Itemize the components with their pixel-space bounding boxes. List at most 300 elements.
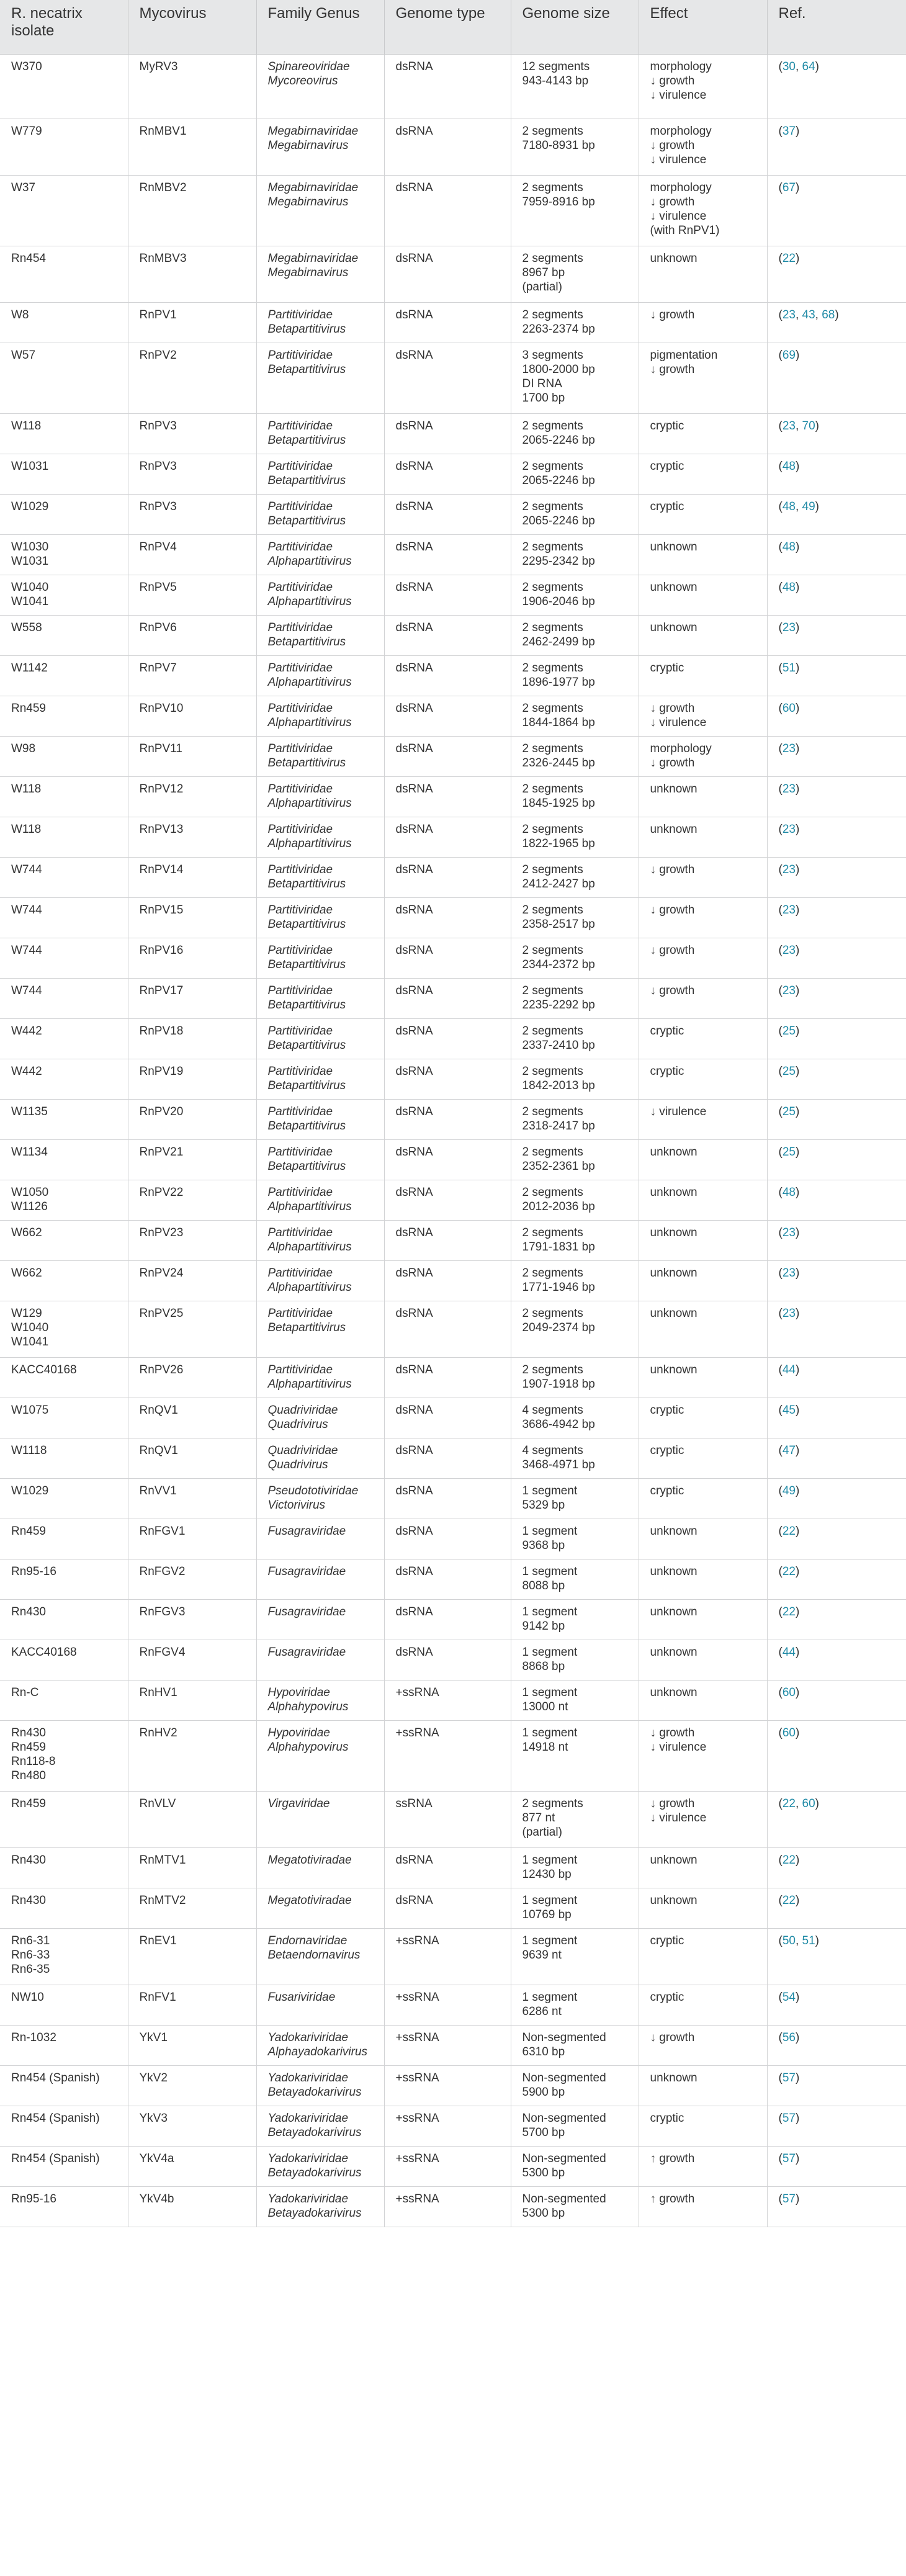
genome-type-cell <box>384 1301 511 1357</box>
genome-size-cell <box>511 615 639 655</box>
isolate-cell <box>0 1559 128 1599</box>
mycovirus-cell <box>128 1928 256 1985</box>
effect-cell <box>639 1398 767 1438</box>
cell-line: Betapartitivirus <box>267 1038 346 1052</box>
genome-size-cell <box>511 817 639 857</box>
cell-line: Rn6-31 <box>11 1934 50 1947</box>
reference-cell <box>767 1398 906 1438</box>
cell-line: 7180-8931 bp <box>522 138 595 152</box>
cell-line: 2 segments <box>522 181 583 194</box>
cell-line: unknown <box>650 822 697 836</box>
reference-link[interactable]: 22 <box>782 251 796 265</box>
cell-line: Mycoreovirus <box>267 74 338 88</box>
reference-cell <box>767 1099 906 1139</box>
genome-type-cell <box>384 696 511 736</box>
cell-text: RnPV20 <box>139 1105 184 1118</box>
cell-line: 1 segment <box>522 1605 578 1618</box>
cell-line: Alphapartitivirus <box>267 1200 352 1213</box>
genome-size-cell <box>511 1519 639 1559</box>
cell-line: unknown <box>650 782 697 796</box>
reference-link[interactable]: 57 <box>782 2111 796 2125</box>
effect-cell <box>639 1888 767 1928</box>
isolate-cell <box>0 54 128 119</box>
cell-line: cryptic <box>650 459 684 473</box>
table-row <box>0 1260 906 1301</box>
reference-cell <box>767 175 906 246</box>
table-row <box>0 978 906 1018</box>
cell-line: 5329 bp <box>522 1498 565 1512</box>
reference-link[interactable]: 25 <box>782 1064 796 1078</box>
table-row <box>0 413 906 454</box>
reference-link[interactable]: 23 <box>782 1266 796 1280</box>
family-genus-cell <box>256 1059 384 1099</box>
genome-type-cell <box>384 938 511 978</box>
reference-cell <box>767 1888 906 1928</box>
cell-line: 2358-2517 bp <box>522 917 595 931</box>
reference-link[interactable]: 57 <box>782 2152 796 2165</box>
cell-line: Rn6-33 <box>11 1948 50 1962</box>
family-genus-cell <box>256 534 384 575</box>
effect-cell <box>639 1680 767 1720</box>
genome-type-cell <box>384 343 511 413</box>
cell-text: dsRNA <box>395 500 433 513</box>
isolate-cell <box>0 2065 128 2106</box>
cell-line: Betapartitivirus <box>267 362 346 376</box>
isolate-cell <box>0 1888 128 1928</box>
reference-cell <box>767 655 906 696</box>
reference-link[interactable]: 22 <box>782 1605 796 1618</box>
mycovirus-cell <box>128 1640 256 1680</box>
reference-link[interactable]: 54 <box>782 1990 796 2004</box>
reference-link[interactable]: 60 <box>802 1797 815 1810</box>
cell-line: W118 <box>11 782 42 796</box>
reference-link[interactable]: 60 <box>782 1685 796 1699</box>
cell-line: 2235-2292 bp <box>522 998 595 1012</box>
cell-line: Partitiviridae <box>267 1024 333 1038</box>
isolate-cell <box>0 534 128 575</box>
isolate-cell <box>0 2186 128 2227</box>
reference-link[interactable]: 70 <box>802 419 815 433</box>
genome-size-cell <box>511 1059 639 1099</box>
reference-link[interactable]: 43 <box>802 308 815 321</box>
genome-type-cell <box>384 1680 511 1720</box>
table-row <box>0 776 906 817</box>
reference-link[interactable]: 47 <box>782 1443 796 1457</box>
reference-link[interactable]: 23 <box>782 1226 796 1239</box>
cell-text: RnPV21 <box>139 1145 184 1159</box>
cell-line: W1135 <box>11 1105 48 1118</box>
isolate-cell <box>0 696 128 736</box>
genome-size-cell <box>511 655 639 696</box>
cell-text: RnPV3 <box>139 500 177 513</box>
genome-type-cell <box>384 1847 511 1888</box>
genome-type-cell <box>384 615 511 655</box>
reference-link[interactable]: 60 <box>782 701 796 715</box>
genome-size-cell <box>511 1680 639 1720</box>
reference-link[interactable]: 56 <box>782 2031 796 2044</box>
reference-group: (48) <box>778 459 800 473</box>
cell-line: Partitiviridae <box>267 943 333 957</box>
family-genus-cell <box>256 2025 384 2065</box>
reference-link[interactable]: 48 <box>782 580 796 594</box>
cell-line: W442 <box>11 1064 42 1078</box>
reference-link[interactable]: 48 <box>782 500 796 513</box>
genome-type-cell <box>384 2106 511 2146</box>
effect-cell <box>639 1220 767 1260</box>
effect-cell <box>639 1059 767 1099</box>
family-genus-cell <box>256 1398 384 1438</box>
reference-link[interactable]: 22 <box>782 1564 796 1578</box>
effect-cell <box>639 246 767 302</box>
isolate-cell <box>0 1099 128 1139</box>
genome-type-cell <box>384 246 511 302</box>
cell-line: Partitiviridae <box>267 348 333 362</box>
cell-text: RnPV19 <box>139 1064 184 1078</box>
reference-link[interactable]: 48 <box>782 540 796 554</box>
genome-size-cell <box>511 1599 639 1640</box>
genome-type-cell <box>384 978 511 1018</box>
reference-link[interactable]: 64 <box>802 60 815 73</box>
isolate-cell <box>0 736 128 776</box>
reference-group: (48, 49) <box>778 500 819 513</box>
reference-cell <box>767 1519 906 1559</box>
reference-group: (48) <box>778 540 800 554</box>
family-genus-cell <box>256 1099 384 1139</box>
reference-link[interactable]: 23 <box>782 621 796 634</box>
reference-link[interactable]: 22 <box>782 1797 796 1810</box>
genome-type-cell <box>384 175 511 246</box>
reference-link[interactable]: 23 <box>782 782 796 796</box>
cell-line: W57 <box>11 348 36 362</box>
reference-group: (23) <box>778 943 800 957</box>
family-genus-cell <box>256 1985 384 2025</box>
genome-size-cell <box>511 1985 639 2025</box>
genome-size-cell <box>511 2186 639 2227</box>
cell-line: Betayadokarivirus <box>267 2166 362 2179</box>
reference-link[interactable]: 23 <box>782 863 796 876</box>
cell-line: 4 segments <box>522 1443 583 1457</box>
cell-line: W779 <box>11 124 42 138</box>
mycovirus-cell <box>128 1018 256 1059</box>
effect-cell <box>639 857 767 897</box>
cell-text: RnPV14 <box>139 863 184 876</box>
effect-cell <box>639 2146 767 2186</box>
cell-line: Alphahypovirus <box>267 1700 349 1713</box>
genome-size-cell <box>511 1478 639 1519</box>
effect-cell <box>639 2025 767 2065</box>
reference-link[interactable]: 50 <box>782 1934 796 1947</box>
cell-line: Virgaviridae <box>267 1797 330 1810</box>
reference-link[interactable]: 49 <box>802 500 815 513</box>
cell-line: morphology <box>650 181 712 194</box>
cell-line: Partitiviridae <box>267 984 333 997</box>
reference-link[interactable]: 69 <box>782 348 796 362</box>
cell-line: 1896-1977 bp <box>522 675 595 689</box>
cell-line: Alphapartitivirus <box>267 716 352 729</box>
table-row <box>0 1099 906 1139</box>
cell-text: dsRNA <box>395 1145 433 1159</box>
table-row <box>0 1139 906 1180</box>
reference-link[interactable]: 23 <box>782 943 796 957</box>
reference-group: (23) <box>778 742 800 755</box>
cell-line: Partitiviridae <box>267 1266 333 1280</box>
cell-line: ↓ growth <box>650 138 695 152</box>
reference-group: (22) <box>778 1564 800 1578</box>
mycovirus-cell <box>128 1398 256 1438</box>
cell-line: Rn6-35 <box>11 1962 50 1976</box>
reference-group: (60) <box>778 1726 800 1739</box>
reference-link[interactable]: 23 <box>782 742 796 755</box>
cell-text: RnPV23 <box>139 1226 184 1239</box>
reference-link[interactable]: 68 <box>822 308 835 321</box>
reference-cell <box>767 857 906 897</box>
isolate-cell <box>0 1301 128 1357</box>
genome-type-cell <box>384 413 511 454</box>
cell-text: RnPV17 <box>139 984 184 997</box>
cell-line: 1907-1918 bp <box>522 1377 595 1391</box>
reference-cell <box>767 1301 906 1357</box>
genome-size-cell <box>511 978 639 1018</box>
mycovirus-cell <box>128 1847 256 1888</box>
reference-link[interactable]: 48 <box>782 459 796 473</box>
cell-text: dsRNA <box>395 1266 433 1280</box>
effect-cell <box>639 817 767 857</box>
reference-link[interactable]: 25 <box>782 1105 796 1118</box>
cell-line: 2 segments <box>522 1105 583 1118</box>
reference-cell <box>767 1559 906 1599</box>
cell-line: 1 segment <box>522 1484 578 1497</box>
cell-text: dsRNA <box>395 308 433 321</box>
reference-link[interactable]: 22 <box>782 1853 796 1867</box>
family-genus-cell <box>256 1928 384 1985</box>
cell-line: 9142 bp <box>522 1619 565 1633</box>
cell-line: 1842-2013 bp <box>522 1079 595 1092</box>
cell-text: RnMTV2 <box>139 1893 186 1907</box>
cell-line: Yadokariviridae <box>267 2192 349 2206</box>
reference-link[interactable]: 48 <box>782 1185 796 1199</box>
cell-line: Endornaviridae <box>267 1934 348 1947</box>
reference-cell <box>767 1260 906 1301</box>
cell-text: dsRNA <box>395 124 433 138</box>
reference-group: (22) <box>778 1893 800 1907</box>
table-body <box>0 54 906 2227</box>
cell-text: dsRNA <box>395 1564 433 1578</box>
cell-line: Alphapartitivirus <box>267 1280 352 1294</box>
reference-link[interactable]: 22 <box>782 1893 796 1907</box>
reference-link[interactable]: 44 <box>782 1363 796 1376</box>
isolate-cell <box>0 1847 128 1888</box>
cell-line: ↓ growth <box>650 863 695 876</box>
cell-text: RnPV4 <box>139 540 177 554</box>
cell-text: dsRNA <box>395 903 433 917</box>
cell-text: RnPV3 <box>139 459 177 473</box>
reference-link[interactable]: 49 <box>782 1484 796 1497</box>
table-row <box>0 1357 906 1398</box>
table-row <box>0 1519 906 1559</box>
genome-type-cell <box>384 2065 511 2106</box>
reference-link[interactable]: 45 <box>782 1403 796 1417</box>
reference-group: (30, 64) <box>778 60 819 73</box>
cell-line: 1906-2046 bp <box>522 595 595 608</box>
cell-line: Rn95-16 <box>11 1564 56 1578</box>
cell-line: Betapartitivirus <box>267 635 346 648</box>
cell-line: 12430 bp <box>522 1867 572 1881</box>
reference-link[interactable]: 23 <box>782 903 796 917</box>
cell-line: 1 segment <box>522 1853 578 1867</box>
effect-cell <box>639 1791 767 1847</box>
cell-line: ↓ virulence <box>650 153 707 166</box>
reference-link[interactable]: 57 <box>782 2071 796 2085</box>
isolate-cell <box>0 2146 128 2186</box>
header-genome-size: Genome size <box>511 0 639 54</box>
cell-text: dsRNA <box>395 742 433 755</box>
isolate-cell <box>0 1220 128 1260</box>
reference-cell <box>767 1599 906 1640</box>
family-genus-cell <box>256 1599 384 1640</box>
cell-line: ↓ virulence <box>650 209 707 223</box>
cell-line: 8868 bp <box>522 1659 565 1673</box>
effect-cell <box>639 534 767 575</box>
genome-size-cell <box>511 1357 639 1398</box>
reference-link[interactable]: 60 <box>782 1726 796 1739</box>
reference-group: (49) <box>778 1484 800 1497</box>
cell-text: RnFGV1 <box>139 1524 186 1538</box>
genome-type-cell <box>384 1438 511 1478</box>
mycovirus-cell <box>128 534 256 575</box>
reference-link[interactable]: 25 <box>782 1024 796 1038</box>
genome-type-cell <box>384 494 511 534</box>
reference-link[interactable]: 23 <box>782 984 796 997</box>
genome-type-cell <box>384 1478 511 1519</box>
cell-line: ↓ growth <box>650 943 695 957</box>
cell-line: unknown <box>650 1306 697 1320</box>
reference-link[interactable]: 67 <box>782 181 796 194</box>
cell-line: cryptic <box>650 1064 684 1078</box>
reference-link[interactable]: 23 <box>782 419 796 433</box>
cell-line: ↓ growth <box>650 74 695 88</box>
cell-line: Partitiviridae <box>267 580 333 594</box>
cell-line: Rn118-8 <box>11 1754 56 1768</box>
genome-type-cell <box>384 1720 511 1791</box>
cell-line: unknown <box>650 1685 697 1699</box>
isolate-cell <box>0 655 128 696</box>
cell-line: W118 <box>11 822 42 836</box>
reference-link[interactable]: 22 <box>782 1524 796 1538</box>
cell-line: ↓ virulence <box>650 1105 707 1118</box>
cell-line: 2 segments <box>522 1226 583 1239</box>
cell-text: YkV2 <box>139 2071 168 2085</box>
cell-line: unknown <box>650 540 697 554</box>
cell-line: W1040 <box>11 1321 49 1334</box>
cell-line: 2 segments <box>522 661 583 675</box>
cell-line: Hypoviridae <box>267 1726 330 1739</box>
isolate-cell <box>0 857 128 897</box>
cell-line: 5900 bp <box>522 2085 565 2099</box>
isolate-cell <box>0 1599 128 1640</box>
reference-group: (25) <box>778 1064 800 1078</box>
reference-link[interactable]: 57 <box>782 2192 796 2206</box>
cell-line: Alphapartitivirus <box>267 1377 352 1391</box>
genome-size-cell <box>511 413 639 454</box>
effect-cell <box>639 1139 767 1180</box>
reference-cell <box>767 1847 906 1888</box>
cell-line: 877 nt <box>522 1811 555 1824</box>
cell-line: Betapartitivirus <box>267 1321 346 1334</box>
genome-type-cell <box>384 736 511 776</box>
reference-link[interactable]: 44 <box>782 1645 796 1659</box>
genome-size-cell <box>511 494 639 534</box>
family-genus-cell <box>256 1260 384 1301</box>
cell-text: dsRNA <box>395 1403 433 1417</box>
reference-link[interactable]: 25 <box>782 1145 796 1159</box>
reference-group: (23) <box>778 1266 800 1280</box>
genome-size-cell <box>511 897 639 938</box>
cell-line: (partial) <box>522 1825 562 1839</box>
cell-line: Betapartitivirus <box>267 1119 346 1133</box>
reference-link[interactable]: 51 <box>802 1934 815 1947</box>
mycovirus-cell <box>128 655 256 696</box>
effect-cell <box>639 1599 767 1640</box>
reference-link[interactable]: 30 <box>782 60 796 73</box>
family-genus-cell <box>256 1791 384 1847</box>
cell-line: Megabirnavirus <box>267 138 349 152</box>
cell-line: ↓ growth <box>650 2031 695 2044</box>
reference-group: (23) <box>778 621 800 634</box>
mycovirus-cell <box>128 454 256 494</box>
reference-group: (23) <box>778 822 800 836</box>
reference-cell <box>767 119 906 175</box>
cell-line: 1800-2000 bp <box>522 362 595 376</box>
cell-line: 8967 bp <box>522 266 565 279</box>
mycovirus-cell <box>128 1301 256 1357</box>
reference-group: (57) <box>778 2071 800 2085</box>
family-genus-cell <box>256 413 384 454</box>
table-row <box>0 1559 906 1599</box>
genome-size-cell <box>511 776 639 817</box>
reference-group: (60) <box>778 701 800 715</box>
reference-link[interactable]: 23 <box>782 1306 796 1320</box>
cell-line: unknown <box>650 1363 697 1376</box>
cell-line: 2 segments <box>522 1064 583 1078</box>
mycovirus-cell <box>128 1478 256 1519</box>
mycovirus-cell <box>128 1720 256 1791</box>
genome-size-cell <box>511 2065 639 2106</box>
cell-line: NW10 <box>11 1990 44 2004</box>
cell-text: RnPV13 <box>139 822 184 836</box>
genome-size-cell <box>511 1139 639 1180</box>
reference-link[interactable]: 23 <box>782 308 796 321</box>
reference-cell <box>767 696 906 736</box>
effect-cell <box>639 1260 767 1301</box>
table-row <box>0 534 906 575</box>
cell-line: 2065-2246 bp <box>522 514 595 527</box>
cell-line: Partitiviridae <box>267 1185 333 1199</box>
reference-link[interactable]: 37 <box>782 124 796 138</box>
reference-link[interactable]: 23 <box>782 822 796 836</box>
cell-line: Partitiviridae <box>267 308 333 321</box>
cell-text: dsRNA <box>395 1226 433 1239</box>
cell-line: 9368 bp <box>522 1538 565 1552</box>
cell-line: Betayadokarivirus <box>267 2206 362 2220</box>
reference-group: (56) <box>778 2031 800 2044</box>
cell-line: Fusagraviridae <box>267 1645 346 1659</box>
cell-line: 2 segments <box>522 1266 583 1280</box>
cell-text: RnPV7 <box>139 661 177 675</box>
cell-text: dsRNA <box>395 863 433 876</box>
cell-line: 5700 bp <box>522 2125 565 2139</box>
cell-text: +ssRNA <box>395 2071 439 2085</box>
reference-link[interactable]: 51 <box>782 661 796 675</box>
